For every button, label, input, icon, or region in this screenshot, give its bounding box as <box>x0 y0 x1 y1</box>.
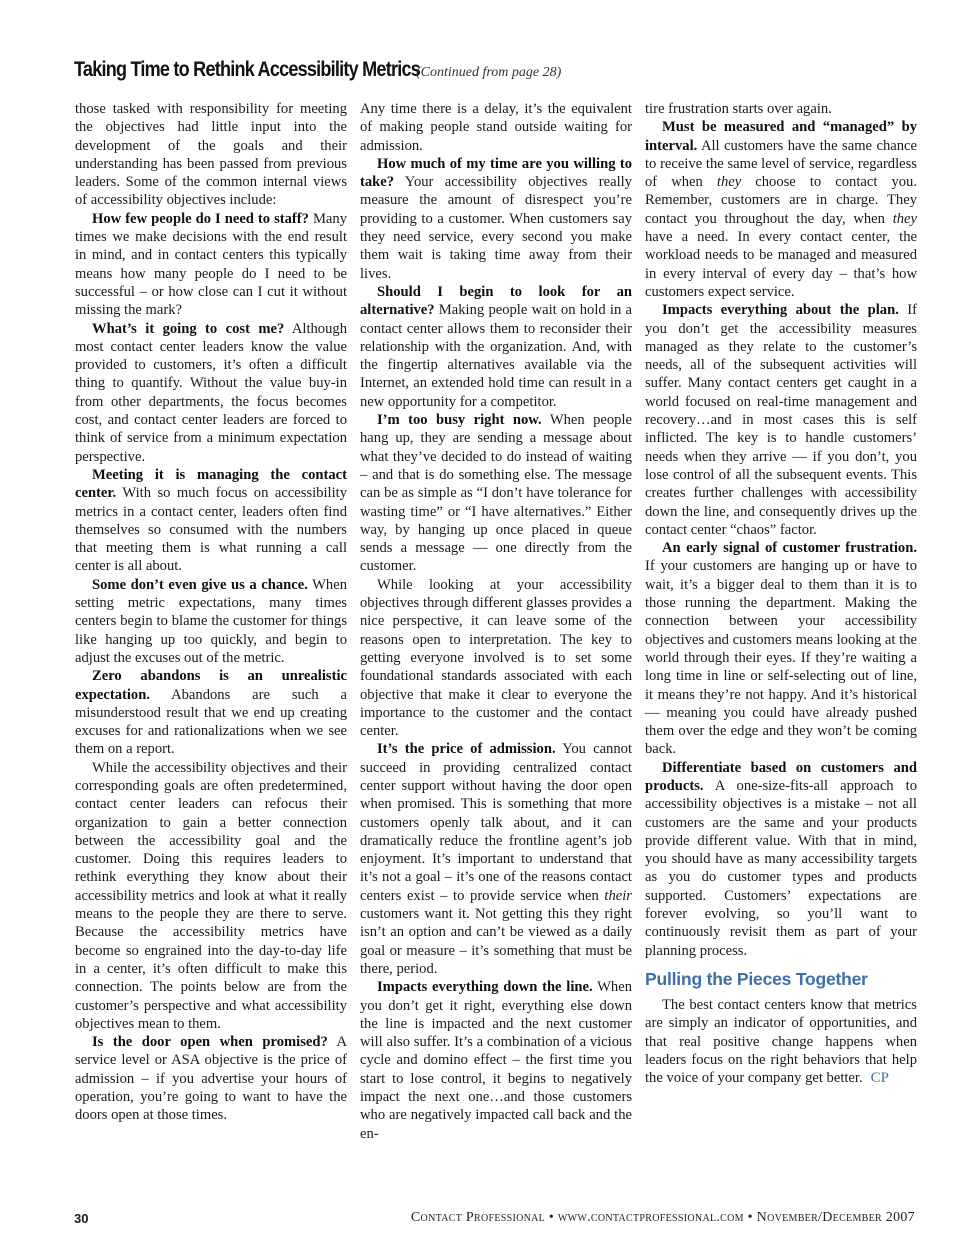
paragraph <box>645 539 917 759</box>
continued-note: (Continued from page 28) <box>416 65 562 80</box>
paragraph-text: Making people wait on hold in a contact center allows them to reconsider their relationship with the organization. And, with the fingertip alternatives available via the Internet, an extended hold time can result in a new opportunity for a competitor. <box>360 302 632 410</box>
paragraph <box>645 759 917 960</box>
text-column-1 <box>75 100 347 1125</box>
paragraph-text: When setting metric expectations, many times centers begin to blame the customer for things like hanging up too quickly, and begin to adjust the excuses out of the metric. <box>75 576 348 666</box>
paragraph <box>75 576 347 667</box>
paragraph-text: Although most contact center leaders know the value provided to customers, it’s often a difficult thing to quantify. Without the value buy-in from other departments, the focus becomes cost, and contact center leaders are forced to think of service from a minimum expectation perspective. <box>75 320 347 465</box>
run-in-heading: Impacts everything about the plan. <box>662 302 899 319</box>
paragraph <box>360 155 632 283</box>
paragraph-text: When you don’t get it right, everything else down the line is impacted and the next customer will also suffer. It’s a combination of a vicious cycle and domino effect – the first time you start to lose control, it begins to negatively impact the next one…and those customers who are negatively impacted call back and the en- <box>360 979 632 1142</box>
paragraph-text: Your accessibility objectives really measure the amount of disrespect you’re providing to a customer. When customers say they need service, every second you make them wait is taking time away from their lives. <box>360 174 632 282</box>
paragraph <box>360 740 632 978</box>
article-title: Taking Time to Rethink Accessibility Metrics <box>74 58 420 81</box>
paragraph <box>360 411 632 576</box>
paragraph-text: have a need. In every contact center, the workload needs to be managed and measured in every interval of every day – that’s how customers expect service. <box>645 229 917 300</box>
paragraph-text: A one-size-fits-all approach to accessibility objectives is a mistake – not all customers are the same and your products provide different value. With that in mind, you should have as many accessibility targets as you do customer types and products supported. Customers’ expectations are forever evolving, so you’ll want to continuously revisit them as part of your planning process. <box>645 777 917 959</box>
paragraph <box>360 978 632 1143</box>
paragraph-text: Abandons are such a misunderstood result that we end up creating excuses for and rationalizations when we see them on a report. <box>75 686 347 758</box>
emphasis: they <box>716 174 742 191</box>
run-in-heading: I’m too busy right now. <box>377 412 542 429</box>
run-in-heading: Is the door open when promised? <box>92 1034 328 1051</box>
paragraph-text: When people hang up, they are sending a message about what they’ve decided to do instead of waiting – and that is do something else. The message can be as simple as “I don’t have tolerance for wasting time” or “I have alternatives.” Either way, by hanging up once placed in queue sends a message — one directly from the customer. <box>360 412 633 575</box>
paragraph-text: If your customers are hanging up or have to wait, it’s a bigger deal to them than it is to those running the department. Making the connection between your accessibility objectives and customers means looking at the world through their eyes. If they’re waiting a long time in line or self-selecting out of line, it means they’re not happy. And it’s historical — meaning you could have already pushed them over the edge and they won’t be coming back. <box>645 558 917 758</box>
paragraph-text: You cannot succeed in providing centralized contact center support without having the door open when promised. This is something that more customers openly talk about, and it can dramatically reduce the frontline agent’s job enjoyment. It’s important to understand that it’s not a goal – it’s one of the reasons contact centers exist – to provide service when <box>360 741 632 904</box>
paragraph: While looking at your accessibility objectives through different glasses provides a nice perspective, it can leave some of the reasons open to interpretation. The key to getting everyone involved is to set some foundational standards associated with each objective that make it clear to everyone the importance to the customer and the contact center. <box>360 576 632 740</box>
footer-folio: Contact Professional • www.contactprofessional.com • November/December 2007 <box>410 1210 915 1225</box>
paragraph: tire frustration starts over again. <box>645 101 832 117</box>
paragraph <box>75 320 347 466</box>
paragraph-text: Many times we make decisions with the end result in mind, and in contact centers this typically means how many people do I need to be successful – or how close can I cut it without missing the mark? <box>75 210 347 319</box>
article-headline <box>74 58 562 82</box>
page-number: 30 <box>74 1211 89 1226</box>
paragraph-text: choose to contact you. Remember, customers are in charge. They contact you throughout the day, when <box>645 174 917 227</box>
paragraph <box>645 301 917 539</box>
paragraph <box>360 283 632 411</box>
run-in-heading: Some don’t even give us a chance. <box>92 576 308 593</box>
run-in-heading: Meeting it is managing the contact center. <box>75 466 347 502</box>
paragraph <box>75 1033 347 1124</box>
run-in-heading: How few people do I need to staff? <box>92 210 309 227</box>
run-in-heading: Impacts everything down the line. <box>377 979 593 996</box>
run-in-heading: It’s the price of admission. <box>377 741 556 758</box>
paragraph <box>645 996 917 1087</box>
paragraph-text: A service level or ASA objective is the price of admission – if you advertise your hours of operation, you’re going to want to have the doors open at those times. <box>75 1034 347 1124</box>
paragraph-text: If you don’t get the accessibility measures managed as they relate to the customer’s needs, all of the subsequent activities will suffer. Many contact centers get caught in a world focused on real-time management and recovery…and in most cases this is self inflicted. The key is to handle customers’ needs when they arrive — if you don’t, you lose control of all the subsequent events. This creates further challenges with accessibility down the line, and consequently drives up the contact center “chaos” factor. <box>645 302 917 538</box>
text-column-2 <box>360 100 632 1143</box>
run-in-heading: Must be measured and “managed” by interval. <box>645 119 917 154</box>
run-in-heading: How much of my time are you willing to take? <box>360 155 632 191</box>
paragraph-text: All customers have the same chance to receive the same level of service, regardless of when <box>645 137 917 191</box>
run-in-heading: Differentiate based on customers and products. <box>645 759 917 794</box>
paragraph-text: customers want it. Not getting this they right isn’t an option and can’t be viewed as a daily goal or measure – it’s something that must be there, period. <box>360 906 632 977</box>
emphasis: their <box>604 887 632 904</box>
paragraph <box>75 210 347 320</box>
run-in-heading: Should I begin to look for an alternative? <box>360 283 632 319</box>
paragraph <box>75 466 347 576</box>
paragraph <box>75 667 347 758</box>
paragraph: While the accessibility objectives and their corresponding goals are often predetermined, contact center leaders can refocus their organization to gain a better connection between the accessibility goal and the customer. Doing this requires leaders to rethink everything they know about their accessibility metrics and look at what it really means to the people they are there to serve. Because the accessibility metrics have become so engrained into the day-to-day life in a center, it’s often difficult to make this connection. The points below are from the customer’s perspective and what accessibility objectives mean to them. <box>75 759 347 1032</box>
run-in-heading: Zero abandons is an unrealistic expectation. <box>75 668 347 703</box>
paragraph-text: With so much focus on accessibility metrics in a contact center, leaders often find themselves so consumed with the numbers that meeting them is what running a call center is all about. <box>75 485 347 575</box>
emphasis: they <box>892 210 917 227</box>
paragraph-text: The best contact centers know that metrics are simply an indicator of opportunities, and that real positive change happens when leaders focus on the right behaviors that help the voice of your company get better. <box>645 996 917 1087</box>
end-mark: CP <box>870 1070 889 1087</box>
paragraph: Any time there is a delay, it’s the equivalent of making people stand outside waiting for admission. <box>360 101 632 154</box>
paragraph: those tasked with responsibility for meeting the objectives had little input into the development of the goals and their understanding has been passed from previous leaders. Some of the common internal views of accessibility objectives include: <box>75 101 347 209</box>
section-heading: Pulling the Pieces Together <box>645 968 868 989</box>
run-in-heading: An early signal of customer frustration. <box>662 540 917 557</box>
run-in-heading: What’s it going to cost me? <box>92 320 285 337</box>
paragraph <box>645 118 917 301</box>
text-column-3 <box>645 100 917 1087</box>
